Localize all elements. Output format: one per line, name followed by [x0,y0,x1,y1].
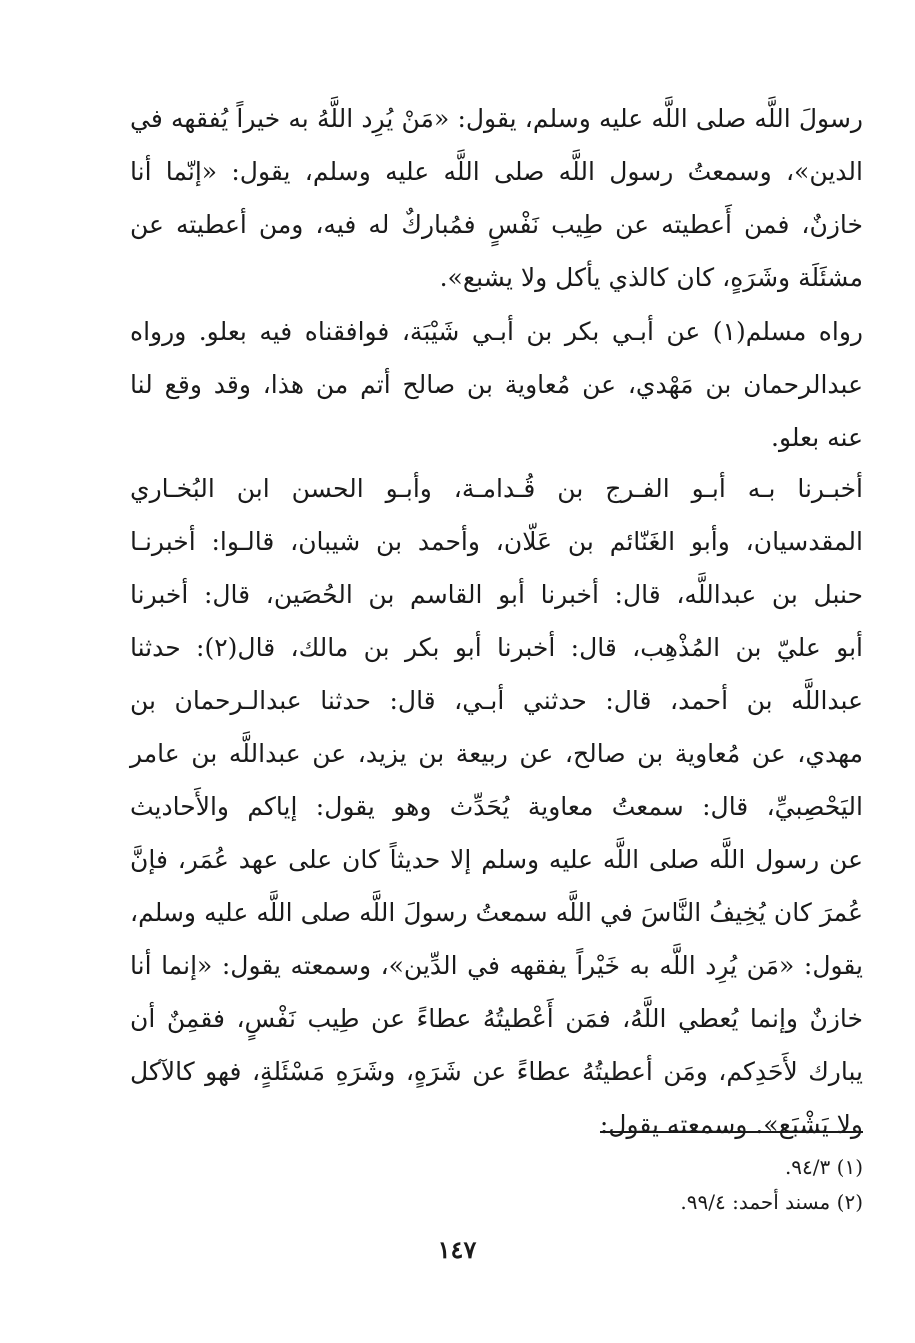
text-line: رواه مسلم(١) عن أبـي بكر بن أبـي شَيْبَة، فوافقناه فيه بعلو. ورواه [130,317,864,346]
footnotes [500,1150,863,1220]
text-line: ولا يَشْبَع». وسمعته يقول: [599,1110,863,1139]
text-line: عنه بعلو. [771,423,863,452]
footnote-2: (٢) مسند أحمد: ٩٩/٤. [680,1190,863,1214]
text-line: يقول: «مَن يُرِد اللَّه به خَيْراً يفقهه في الدِّين»، وسمعته يقول: «إنما أنا [130,951,863,980]
text-line: اليَحْصِبيِّ، قال: سمعتُ معاوية يُحَدِّث وهو يقول: إياكم والأَحاديث [130,792,863,821]
text-line: مهدي، عن مُعاوية بن صالح، عن ربيعة بن يزيد، عن عبداللَّه بن عامر [130,739,863,768]
text-line: رسولَ اللَّه صلى اللَّه عليه وسلم، يقول: «مَنْ يُرِد اللَّهُ به خيراً يُفقهه في [130,104,863,133]
text-line: مشئَلَة وشَرَهٍ، كان كالذي يأكل ولا يشبع». [439,263,863,292]
text-line: حنبل بن عبداللَّه، قال: أخبرنا أبو القاسم بن الحُصَين، قال: أخبرنا [130,580,863,609]
text-line: خازنٌ، فمن أَعطيته عن طِيب نَفْسٍ فمُباركٌ له فيه، ومن أعطيته عن [130,210,863,239]
text-line: المقدسيان، وأبو الغَنّائم بن عَلّان، وأحمد بن شيبان، قالـوا: أخبرنـا [130,527,863,556]
paragraph-chain-of-narration [130,462,863,1151]
footnote-divider [600,1131,863,1133]
paragraph-narration-source [130,305,863,464]
text-line: عن رسول اللَّه صلى اللَّه عليه وسلم إلا حديثاً كان على عهد عُمَر، فإنَّ [130,845,863,874]
footnote-1: (١) ٩٤/٣. [784,1155,863,1179]
paragraph-hadith-text [130,92,863,304]
text-line: خازنٌ وإنما يُعطي اللَّهُ، فمَن أَعْطيتُهُ عطاءً عن طِيب نَفْسٍ، فقمِنٌ أن [130,1004,863,1033]
text-line: عبدالرحمان بن مَهْدي، عن مُعاوية بن صالح أتم من هذا، وقد وقع لنا [130,370,863,399]
text-line: الدين»، وسمعتُ رسول اللَّه صلى اللَّه عليه وسلم، يقول: «إنّما أنا [130,157,863,186]
page-number: ١٤٧ [437,1235,477,1264]
text-line: أخبـرنا بـه أبـو الفـرج بن قُـدامـة، وأبـو الحسن ابن البُخـاري [130,474,863,503]
text-line: عُمرَ كان يُخِيفُ النَّاسَ في اللَّه سمعتُ رسولَ اللَّه صلى اللَّه عليه وسلم، [130,898,863,927]
text-line: يبارك لأَحَدِكم، ومَن أعطيتُهُ عطاءً عن شَرَهٍ، وشَرَهِ مَسْئَلةٍ، فهو كالآكل [130,1057,863,1086]
text-line: عبداللَّه بن أحمد، قال: حدثني أبـي، قال: حدثنا عبدالـرحمان بن [130,686,863,715]
text-line: أبو عليّ بن المُذْهِب، قال: أخبرنا أبو بكر بن مالك، قال(٢): حدثنا [130,633,864,662]
